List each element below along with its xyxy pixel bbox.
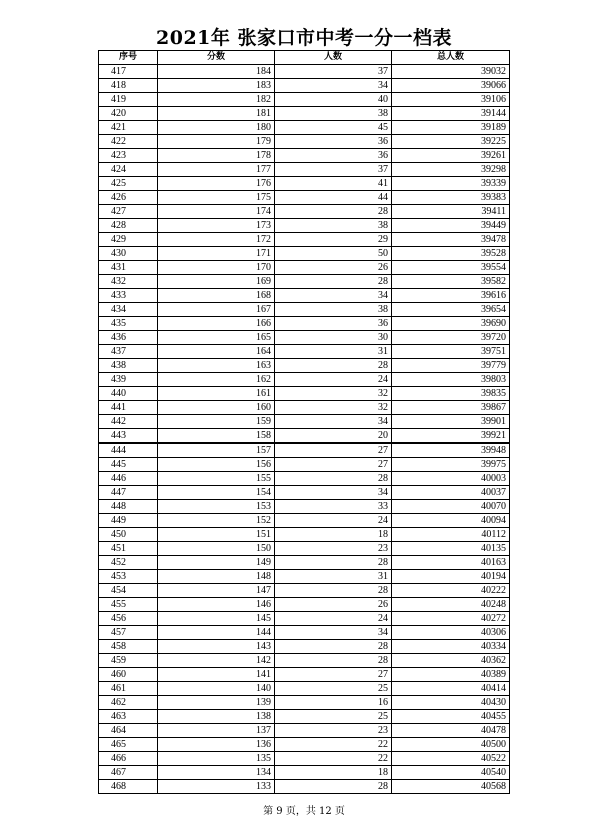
cell-total: 39867 [392,401,510,415]
cell-index: 466 [99,752,158,766]
cell-index: 453 [99,570,158,584]
cell-total: 40070 [392,500,510,514]
cell-index: 432 [99,275,158,289]
cell-count: 31 [275,570,392,584]
cell-score: 180 [158,121,275,135]
cell-count: 22 [275,752,392,766]
cell-index: 434 [99,303,158,317]
cell-index: 450 [99,528,158,542]
cell-index: 430 [99,247,158,261]
page-footer: 第 9 页，共 12 页 [263,806,345,817]
cell-score: 163 [158,359,275,373]
cell-total: 39298 [392,163,510,177]
cell-total: 40414 [392,682,510,696]
cell-total: 39189 [392,121,510,135]
table-row [99,640,510,654]
cell-total: 39975 [392,458,510,472]
table-row [99,514,510,528]
table-header-row [99,51,510,65]
cell-score: 133 [158,780,275,794]
cell-total: 39144 [392,107,510,121]
cell-count: 28 [275,275,392,289]
cell-total: 40500 [392,738,510,752]
cell-total: 40194 [392,570,510,584]
cell-index: 438 [99,359,158,373]
table-row [99,93,510,107]
cell-score: 141 [158,668,275,682]
cell-index: 433 [99,289,158,303]
cell-total: 39720 [392,331,510,345]
cell-total: 39803 [392,373,510,387]
table-row [99,682,510,696]
table-row [99,429,510,444]
cell-index: 463 [99,710,158,724]
table-row [99,107,510,121]
table-row [99,191,510,205]
cell-count: 25 [275,710,392,724]
cell-score: 174 [158,205,275,219]
cell-index: 445 [99,458,158,472]
table-row [99,612,510,626]
cell-index: 439 [99,373,158,387]
cell-total: 39478 [392,233,510,247]
cell-count: 32 [275,401,392,415]
cell-score: 140 [158,682,275,696]
cell-count: 34 [275,626,392,640]
cell-total: 39948 [392,443,510,458]
cell-score: 139 [158,696,275,710]
cell-score: 166 [158,317,275,331]
cell-score: 134 [158,766,275,780]
cell-score: 149 [158,556,275,570]
cell-count: 20 [275,429,392,444]
cell-count: 38 [275,303,392,317]
cell-total: 40568 [392,780,510,794]
table-row [99,752,510,766]
cell-total: 39339 [392,177,510,191]
cell-count: 27 [275,668,392,682]
table-row [99,710,510,724]
cell-score: 158 [158,429,275,444]
cell-index: 426 [99,191,158,205]
cell-index: 421 [99,121,158,135]
cell-score: 175 [158,191,275,205]
cell-score: 142 [158,654,275,668]
cell-index: 424 [99,163,158,177]
table-body [99,65,510,794]
table-row [99,780,510,794]
cell-score: 153 [158,500,275,514]
cell-score: 177 [158,163,275,177]
cell-total: 40540 [392,766,510,780]
cell-total: 39066 [392,79,510,93]
cell-total: 39921 [392,429,510,444]
cell-index: 449 [99,514,158,528]
header-score: 分数 [158,51,275,65]
cell-total: 39261 [392,149,510,163]
cell-total: 40389 [392,668,510,682]
table-row [99,205,510,219]
cell-index: 418 [99,79,158,93]
table-row [99,570,510,584]
cell-index: 451 [99,542,158,556]
cell-total: 40037 [392,486,510,500]
table-row [99,724,510,738]
table-row [99,373,510,387]
cell-count: 18 [275,766,392,780]
table-row [99,472,510,486]
table-row [99,317,510,331]
cell-total: 40163 [392,556,510,570]
cell-score: 162 [158,373,275,387]
cell-count: 24 [275,373,392,387]
cell-count: 27 [275,443,392,458]
cell-score: 173 [158,219,275,233]
cell-count: 32 [275,387,392,401]
cell-count: 24 [275,514,392,528]
cell-index: 460 [99,668,158,682]
table-row [99,65,510,79]
cell-score: 178 [158,149,275,163]
cell-total: 39751 [392,345,510,359]
table-row [99,626,510,640]
cell-count: 41 [275,177,392,191]
table-row [99,79,510,93]
cell-index: 423 [99,149,158,163]
cell-score: 135 [158,752,275,766]
cell-count: 34 [275,486,392,500]
table-row [99,415,510,429]
cell-count: 28 [275,780,392,794]
table-row [99,401,510,415]
cell-index: 444 [99,443,158,458]
cell-total: 39225 [392,135,510,149]
cell-score: 147 [158,584,275,598]
cell-count: 36 [275,135,392,149]
cell-count: 45 [275,121,392,135]
cell-index: 436 [99,331,158,345]
cell-count: 28 [275,584,392,598]
cell-total: 40455 [392,710,510,724]
cell-score: 164 [158,345,275,359]
cell-count: 50 [275,247,392,261]
cell-index: 442 [99,415,158,429]
cell-count: 27 [275,458,392,472]
cell-count: 37 [275,65,392,79]
cell-total: 40272 [392,612,510,626]
cell-count: 23 [275,542,392,556]
cell-score: 171 [158,247,275,261]
cell-total: 39106 [392,93,510,107]
table-row [99,177,510,191]
cell-index: 435 [99,317,158,331]
cell-index: 437 [99,345,158,359]
cell-count: 31 [275,345,392,359]
cell-index: 425 [99,177,158,191]
table-row [99,359,510,373]
cell-total: 39835 [392,387,510,401]
cell-index: 429 [99,233,158,247]
page-title: 2021年 张家口市中考一分一档表 [156,27,452,49]
cell-total: 39779 [392,359,510,373]
table-row [99,500,510,514]
cell-index: 461 [99,682,158,696]
cell-total: 40430 [392,696,510,710]
cell-index: 455 [99,598,158,612]
table-row [99,149,510,163]
table-row [99,584,510,598]
cell-total: 40003 [392,472,510,486]
table-row [99,766,510,780]
cell-count: 33 [275,500,392,514]
cell-total: 39411 [392,205,510,219]
cell-total: 39449 [392,219,510,233]
cell-score: 170 [158,261,275,275]
cell-total: 40478 [392,724,510,738]
cell-index: 458 [99,640,158,654]
cell-count: 28 [275,472,392,486]
cell-index: 467 [99,766,158,780]
cell-score: 150 [158,542,275,556]
cell-count: 18 [275,528,392,542]
cell-count: 16 [275,696,392,710]
cell-score: 176 [158,177,275,191]
cell-count: 26 [275,261,392,275]
cell-count: 28 [275,556,392,570]
cell-index: 440 [99,387,158,401]
table-row [99,598,510,612]
cell-index: 422 [99,135,158,149]
cell-score: 183 [158,79,275,93]
cell-index: 462 [99,696,158,710]
cell-total: 39654 [392,303,510,317]
cell-total: 39582 [392,275,510,289]
cell-total: 40334 [392,640,510,654]
table-row [99,654,510,668]
cell-total: 40112 [392,528,510,542]
cell-total: 39383 [392,191,510,205]
cell-index: 454 [99,584,158,598]
cell-count: 28 [275,640,392,654]
cell-index: 456 [99,612,158,626]
cell-index: 452 [99,556,158,570]
cell-total: 39690 [392,317,510,331]
cell-score: 161 [158,387,275,401]
cell-count: 28 [275,359,392,373]
cell-index: 457 [99,626,158,640]
cell-index: 468 [99,780,158,794]
table-row [99,345,510,359]
cell-score: 151 [158,528,275,542]
cell-total: 40135 [392,542,510,556]
cell-score: 155 [158,472,275,486]
cell-total: 39528 [392,247,510,261]
cell-total: 40248 [392,598,510,612]
cell-count: 34 [275,79,392,93]
table-row [99,486,510,500]
cell-score: 156 [158,458,275,472]
cell-score: 179 [158,135,275,149]
table-row [99,331,510,345]
table-row [99,458,510,472]
cell-index: 443 [99,429,158,444]
cell-count: 36 [275,149,392,163]
cell-total: 39901 [392,415,510,429]
cell-count: 44 [275,191,392,205]
cell-score: 154 [158,486,275,500]
table-row [99,233,510,247]
cell-count: 26 [275,598,392,612]
table-row [99,247,510,261]
cell-index: 419 [99,93,158,107]
table-row [99,121,510,135]
cell-count: 38 [275,219,392,233]
cell-score: 152 [158,514,275,528]
header-total: 总人数 [392,51,510,65]
cell-count: 30 [275,331,392,345]
cell-index: 446 [99,472,158,486]
cell-total: 39032 [392,65,510,79]
cell-count: 38 [275,107,392,121]
cell-index: 441 [99,401,158,415]
cell-count: 28 [275,205,392,219]
cell-count: 29 [275,233,392,247]
cell-score: 143 [158,640,275,654]
cell-score: 138 [158,710,275,724]
cell-total: 40522 [392,752,510,766]
table-row [99,696,510,710]
cell-count: 40 [275,93,392,107]
cell-score: 157 [158,443,275,458]
score-table [98,50,510,794]
header-count: 人数 [275,51,392,65]
cell-score: 145 [158,612,275,626]
cell-score: 165 [158,331,275,345]
cell-index: 448 [99,500,158,514]
cell-count: 24 [275,612,392,626]
cell-index: 428 [99,219,158,233]
table-row [99,542,510,556]
cell-score: 167 [158,303,275,317]
cell-score: 159 [158,415,275,429]
table-row [99,289,510,303]
cell-count: 28 [275,654,392,668]
cell-index: 417 [99,65,158,79]
cell-total: 39616 [392,289,510,303]
cell-score: 169 [158,275,275,289]
cell-total: 40094 [392,514,510,528]
cell-index: 431 [99,261,158,275]
table-row [99,261,510,275]
cell-count: 22 [275,738,392,752]
table-row [99,387,510,401]
table-row [99,668,510,682]
cell-score: 182 [158,93,275,107]
cell-score: 137 [158,724,275,738]
header-index: 序号 [99,51,158,65]
cell-count: 25 [275,682,392,696]
cell-score: 146 [158,598,275,612]
cell-index: 459 [99,654,158,668]
table-row [99,163,510,177]
table-row [99,556,510,570]
cell-index: 447 [99,486,158,500]
cell-score: 168 [158,289,275,303]
cell-score: 148 [158,570,275,584]
table-row [99,275,510,289]
cell-score: 144 [158,626,275,640]
cell-index: 420 [99,107,158,121]
cell-score: 172 [158,233,275,247]
table-row [99,135,510,149]
cell-index: 465 [99,738,158,752]
cell-score: 160 [158,401,275,415]
cell-index: 427 [99,205,158,219]
table-row [99,528,510,542]
table-row [99,303,510,317]
cell-total: 39554 [392,261,510,275]
table-row [99,443,510,458]
table-row [99,738,510,752]
cell-count: 23 [275,724,392,738]
table-row [99,219,510,233]
cell-score: 184 [158,65,275,79]
cell-total: 40362 [392,654,510,668]
cell-score: 136 [158,738,275,752]
cell-count: 37 [275,163,392,177]
cell-index: 464 [99,724,158,738]
cell-score: 181 [158,107,275,121]
cell-total: 40306 [392,626,510,640]
cell-count: 34 [275,415,392,429]
cell-count: 34 [275,289,392,303]
cell-total: 40222 [392,584,510,598]
cell-count: 36 [275,317,392,331]
